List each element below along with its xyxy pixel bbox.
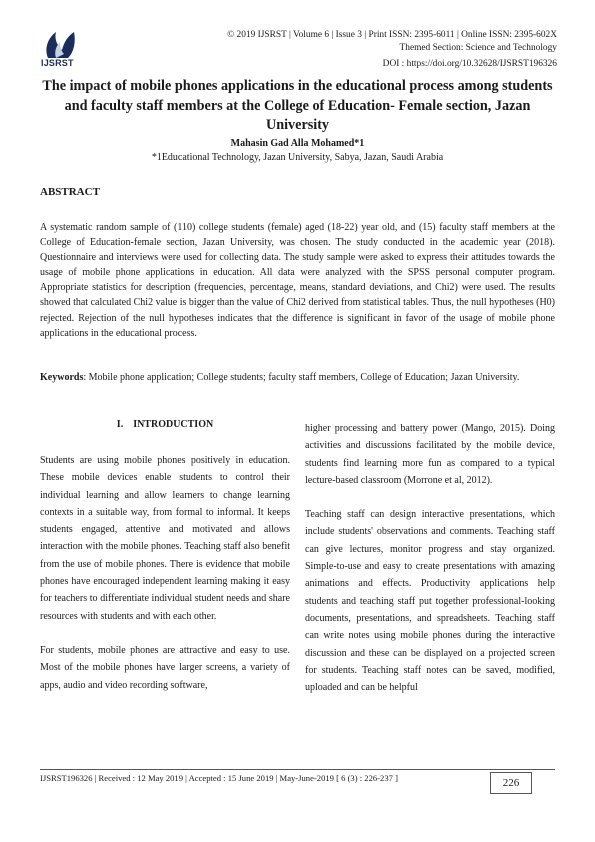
right-column [305,420,555,696]
author-affiliation: *1Educational Technology, Jazan University, Sabya, Jazan, Saudi Arabia [151,152,444,163]
intro-paragraph-4: Teaching staff can design interactive presentations, which include students' observations and comments. Teaching staff can give lectures, monitor progress and stay organized. Simple-to-use and easy to create presentations with amazing animations and effects. Productivity applications help students and teaching staff put together professional-looking documents, presentations, and spreadsheets. Teaching staff can write notes using mobile phones during the interactive discussion and these can be displayed on a projected screen for students. Teaching staff notes can be saved, modified, uploaded and can be helpful [305,509,555,694]
page-number: 226 [490,772,532,794]
abstract-heading: ABSTRACT [40,186,100,198]
author-name: Mahasin Gad Alla Mohamed*1 [230,138,365,149]
keywords-text: : Mobile phone application; College students; faculty staff members, College of Education; Jazan University. [83,372,520,383]
keywords [40,370,555,385]
introduction-heading: I. INTRODUCTION [116,419,214,430]
left-column [40,452,290,694]
intro-paragraph-2: For students, mobile phones are attractive and easy to use. Most of the mobile phones have larger screens, a variety of apps, audio and video recording software, [40,644,290,691]
footer-citation: IJSRST196326 | Received : 12 May 2019 | Accepted : 15 June 2019 | May-June-2019 [ 6 (3) : 226-237 ] [40,773,398,783]
header-citation: © 2019 IJSRST | Volume 6 | Issue 3 | Print ISSN: 2395-6011 | Online ISSN: 2395-602X [227,30,557,40]
intro-paragraph-1: Students are using mobile phones positively in education. These mobile devices enable students to control their individual learning and allow learners to change learning contexts in a suitable way, from formal to informal. It keeps students engaged, attentive and motivated and allows interaction with the mobile phones. Teaching staff also benefit from the use of mobile phones. There is evidence that mobile phones have encouraged independent learning making it easy for teachers to differentiate individual student needs and share resources with students and with each other. [40,455,290,622]
header-section: Themed Section: Science and Technology [399,43,557,53]
abstract-text: A systematic random sample of (110) college students (female) aged (18-22) year old, and (15) faculty staff members at the College of Education-female section, Jazan University, was chosen. The study conducted in the academic year (2018). Questionnaire and interviews were used for collecting data. The study sample were asked to express their attitudes towards the usage of mobile phone applications in education. All data were analyzed with the SPSS personal computer program. Appropriate statistics for description (frequencies, percentage, means, standard deviations, and Chi2) were used. The results showed that calculated Chi2 value is bigger than the value of Chi2 derived from statistical tables. Thus, the null hypotheses (H0) rejected. Rejection of the null hypotheses indicates that the difference is significant in favor of the usage of mobile phone applications in the educational process. [40,222,555,339]
paper-title: The impact of mobile phones applications in the educational process among students and faculty staff members at the College of Education- Female section, Jazan University [42,78,553,133]
footer-divider [40,769,555,770]
intro-paragraph-3: higher processing and battery power (Mango, 2015). Doing activities and discussions facilitated by the mobile device, students find learning more fun as compared to a typical lecture-based classroom (Morrone et al, 2012). [305,423,555,486]
keywords-label: Keywords [40,372,84,383]
journal-logo-text: IJSRST [41,58,74,68]
header-doi[interactable]: DOI : https://doi.org/10.32628/IJSRST196326 [382,59,557,69]
